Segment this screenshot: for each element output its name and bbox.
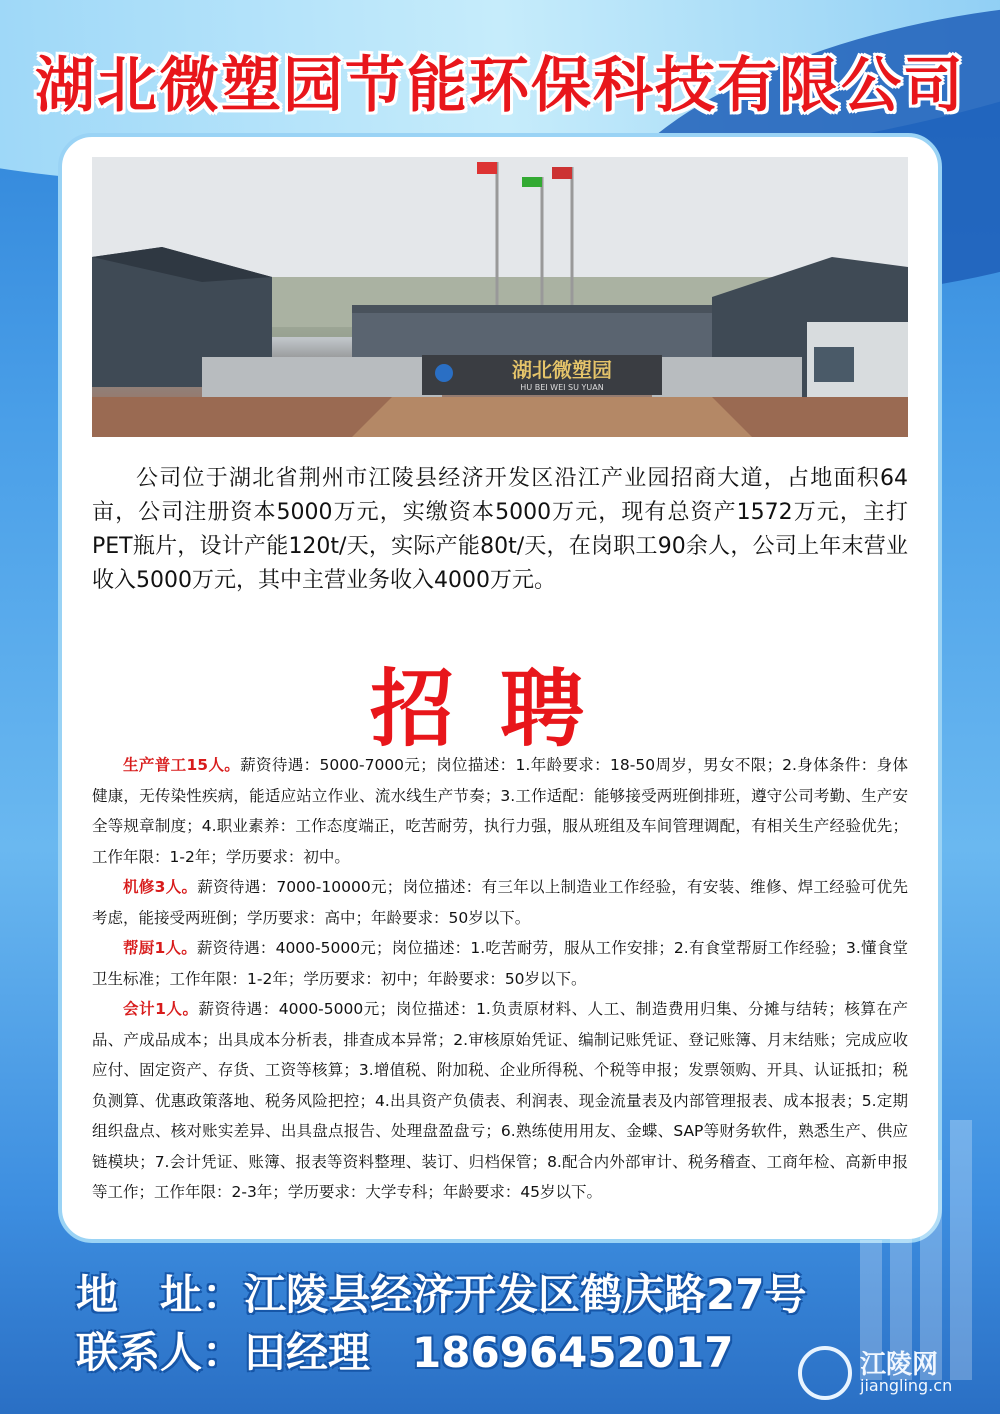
watermark-url: jiangling.cn bbox=[860, 1376, 953, 1395]
sign-logo bbox=[435, 364, 453, 382]
job-list bbox=[92, 750, 908, 1208]
address-value: 江陵县经济开发区鹤庆路27号 bbox=[244, 1270, 807, 1319]
factory-illustration bbox=[92, 157, 908, 437]
factory-photo bbox=[92, 157, 908, 437]
site-watermark bbox=[798, 1344, 988, 1400]
decorative-bar-graphic bbox=[850, 1120, 980, 1380]
job-description: 薪资待遇：4000-5000元；岗位描述：1.吃苦耐劳，服从工作安排；2.有食堂帮厨工作经验；3.懂食堂卫生标准；工作年限：1-2年；学历要求：初中；年龄要求：50岁以下。 bbox=[92, 939, 908, 988]
contact-phone: 18696452017 bbox=[412, 1328, 734, 1377]
contact-label: 联系人： bbox=[76, 1328, 245, 1377]
job-item-general-worker bbox=[92, 750, 908, 872]
hiring-title: 招聘 bbox=[369, 659, 630, 758]
job-title: 机修3人。 bbox=[123, 878, 198, 896]
address-label: 地 址： bbox=[76, 1270, 245, 1319]
address-line bbox=[76, 1262, 806, 1322]
contact-spacer bbox=[370, 1328, 412, 1377]
job-title: 帮厨1人。 bbox=[123, 939, 197, 957]
contact-person: 田经理 bbox=[244, 1328, 371, 1377]
contact-line bbox=[76, 1320, 734, 1380]
gatehouse-window bbox=[814, 347, 854, 382]
main-building-roof bbox=[352, 305, 712, 313]
decor-bar bbox=[950, 1120, 972, 1380]
job-title: 会计1人。 bbox=[123, 1000, 199, 1018]
sliding-gate-right bbox=[652, 357, 802, 397]
flag bbox=[552, 167, 572, 179]
company-title: 湖北微塑园节能环保科技有限公司 bbox=[35, 51, 965, 121]
job-description: 薪资待遇：4000-5000元；岗位描述：1.负责原材料、人工、制造费用归集、分摊与结转；核算在产品、产成品成本；出具成本分析表，排查成本异常；2.审核原始凭证、编制记账凭证、登记账簿、月末结账；完成应收应付、固定资产、存货、工资等核算；3.增值税、附加税、企业所得税、个税等申报；发票领购、开具、认证抵扣；税负测算、优惠政策落地、税务风险把控；4.出具资产负债表、利润表、现金流量表及内部管理报表、成本报表；5.定期组织盘点、核对账实差异、出具盘点报告、处理盘盈盘亏；6.熟练使用用友、金蝶、SAP等财务软件，熟悉生产、供应链模块；7.会计凭证、账簿、报表等资料整理、装订、归档保管；8.配合内外部审计、税务稽查、工商年检、高新申报等工作；工作年限：2-3年；学历要求：大学专科；年龄要求：45岁以下。 bbox=[92, 1000, 908, 1201]
sign-text-cn: 湖北微塑园 bbox=[512, 358, 612, 382]
sign-text-en: HU BEI WEI SU YUAN bbox=[520, 383, 604, 392]
job-description: 薪资待遇：7000-10000元；岗位描述：有三年以上制造业工作经验，有安装、维修、焊工经验可优先考虑，能接受两班倒；学历要求：高中；年龄要求：50岁以下。 bbox=[92, 878, 908, 927]
job-item-accountant bbox=[92, 994, 908, 1208]
job-item-kitchen-helper bbox=[92, 933, 908, 994]
flag bbox=[477, 162, 497, 174]
job-item-mechanic bbox=[92, 872, 908, 933]
job-description: 薪资待遇：5000-7000元；岗位描述：1.年龄要求：18-50周岁，男女不限；2.身体条件：身体健康，无传染性疾病，能适应站立作业、流水线生产节奏；3.工作适配：能够接受两班倒排班，遵守公司考勤、生产安全等规章制度；4.职业素养：工作态度端正，吃苦耐劳，执行力强，服从班组及车间管理调配，有相关生产经验优先；工作年限：1-2年；学历要求：初中。 bbox=[92, 756, 908, 866]
company-intro: 公司位于湖北省荆州市江陵县经济开发区沿江产业园招商大道，占地面积64亩，公司注册资本5000万元，实缴资本5000万元，现有总资产1572万元，主打PET瓶片，设计产能120t/天，实际产能80t/天，在岗职工90余人，公司上年末营业收入5000万元，其中主营业务收入4000万元。 bbox=[92, 466, 908, 593]
job-title: 生产普工15人。 bbox=[123, 756, 241, 774]
watermark-logo-icon bbox=[798, 1346, 852, 1400]
watermark-name: 江陵网 bbox=[860, 1350, 939, 1380]
flag bbox=[522, 177, 542, 187]
entrance-road bbox=[352, 397, 752, 437]
sliding-gate-left bbox=[202, 357, 442, 397]
